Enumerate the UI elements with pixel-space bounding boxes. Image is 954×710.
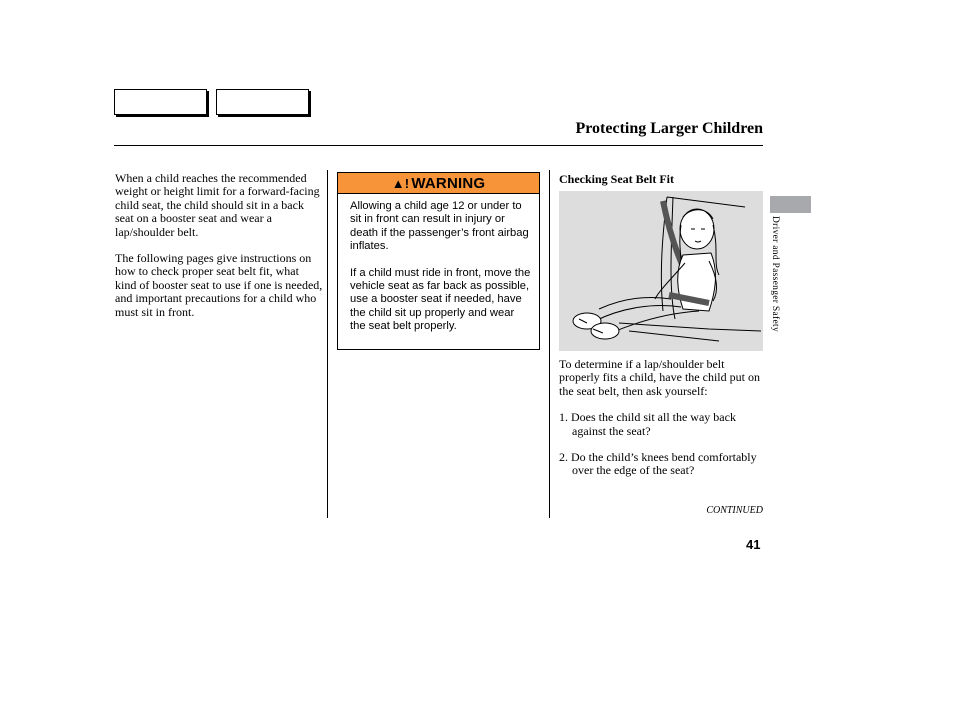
question-item: 2. Do the child’s knees bend comfortably over the edge of the seat? (559, 450, 757, 478)
title-rule (114, 145, 763, 146)
child-seated-icon (559, 191, 763, 351)
page-title: Protecting Larger Children (575, 120, 763, 137)
intro-paragraph: When a child reaches the recommended weight or height limit for a forward-facing child seat, the child should sit in a back seat on a booster seat and wear a lap/shoulder belt. (115, 171, 320, 239)
child-seat-belt-illustration (559, 191, 763, 351)
page-number: 41 (746, 537, 761, 552)
section-tab-label: Driver and Passenger Safety (770, 216, 780, 332)
column-divider-right (549, 170, 550, 518)
warning-box (337, 172, 540, 350)
nav-button-1[interactable] (114, 89, 207, 115)
warning-label: WARNING (411, 174, 486, 192)
nav-button-2[interactable] (216, 89, 309, 115)
warning-header (338, 173, 539, 194)
right-column (559, 358, 763, 491)
section-heading: Checking Seat Belt Fit (559, 172, 674, 186)
section-tab[interactable] (770, 196, 811, 213)
continued-label: CONTINUED (706, 505, 763, 516)
instructions-paragraph: The following pages give instructions on how to check proper seat belt fit, what kind of booster seat to use if one is needed, and important precautions for a child who must sit in front. (115, 251, 323, 319)
warning-body (338, 194, 539, 334)
column-divider-left (327, 170, 328, 518)
warning-triangle-icon: ▲! (391, 175, 410, 191)
fit-intro-paragraph: To determine if a lap/shoulder belt properly fits a child, have the child put on the seat belt, then ask yourself: (559, 357, 760, 398)
question-item: 1. Does the child sit all the way back against the seat? (559, 410, 736, 438)
warning-paragraph: Allowing a child age 12 or under to sit in front can result in injury or death if the passenger’s front airbag inflates. (350, 200, 529, 253)
warning-paragraph: If a child must ride in front, move the vehicle seat as far back as possible, use a booster seat if needed, have the child sit up properly and wear the seat belt properly. (350, 266, 531, 333)
left-column (115, 172, 323, 332)
